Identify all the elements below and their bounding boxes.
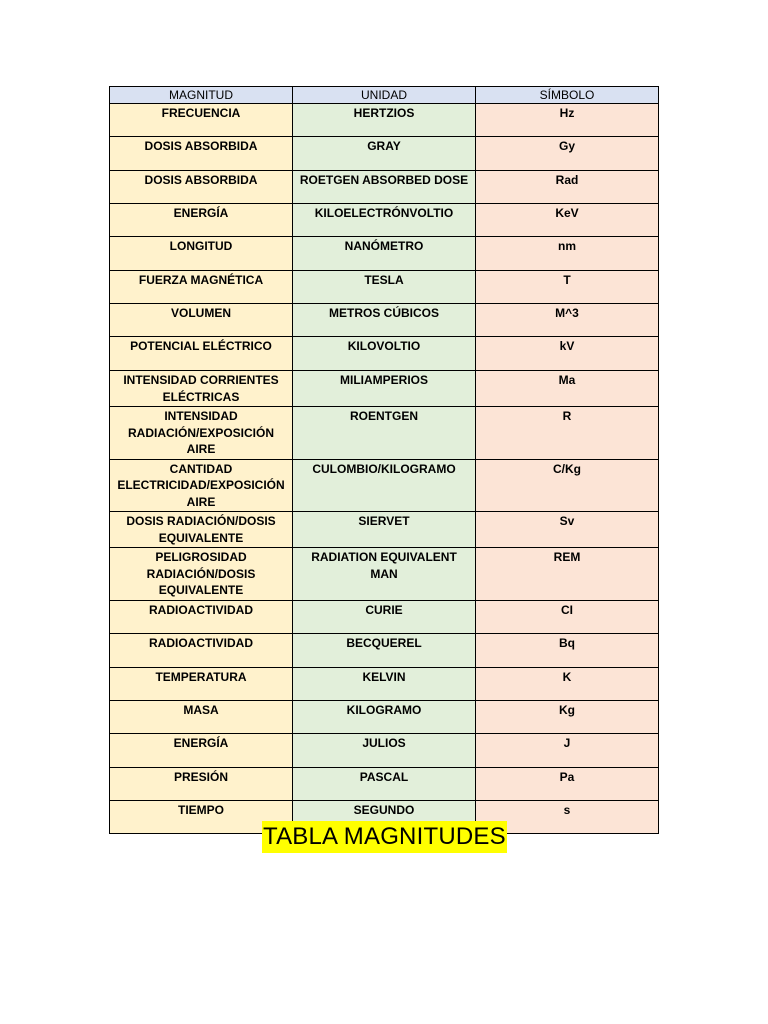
magnitudes-table-container bbox=[109, 86, 658, 834]
header-magnitud: MAGNITUD bbox=[110, 87, 293, 104]
cell-magnitud: PELIGROSIDAD RADIACIÓN/DOSIS EQUIVALENTE bbox=[110, 548, 293, 601]
cell-simbolo: C/Kg bbox=[476, 459, 659, 512]
table-body bbox=[110, 104, 659, 834]
magnitudes-table bbox=[109, 86, 659, 834]
cell-simbolo: REM bbox=[476, 548, 659, 601]
cell-unidad: KILOGRAMO bbox=[293, 700, 476, 733]
cell-magnitud: CANTIDAD ELECTRICIDAD/EXPOSICIÓN AIRE bbox=[110, 459, 293, 512]
cell-simbolo: R bbox=[476, 407, 659, 460]
cell-unidad: SIERVET bbox=[293, 512, 476, 548]
cell-simbolo: Sv bbox=[476, 512, 659, 548]
cell-simbolo: kV bbox=[476, 337, 659, 371]
cell-magnitud: LONGITUD bbox=[110, 237, 293, 271]
cell-unidad: NANÓMETRO bbox=[293, 237, 476, 271]
table-row bbox=[110, 407, 659, 460]
table-row bbox=[110, 633, 659, 667]
cell-magnitud: ENERGÍA bbox=[110, 204, 293, 237]
cell-magnitud: DOSIS RADIACIÓN/DOSIS EQUIVALENTE bbox=[110, 512, 293, 548]
cell-unidad: RADIATION EQUIVALENT MAN bbox=[293, 548, 476, 601]
cell-unidad: CULOMBIO/KILOGRAMO bbox=[293, 459, 476, 512]
cell-simbolo: Pa bbox=[476, 767, 659, 800]
cell-magnitud: INTENSIDAD RADIACIÓN/EXPOSICIÓN AIRE bbox=[110, 407, 293, 460]
cell-unidad: SEGUNDO bbox=[293, 800, 476, 833]
cell-unidad: JULIOS bbox=[293, 733, 476, 767]
cell-unidad: BECQUEREL bbox=[293, 633, 476, 667]
cell-simbolo: Rad bbox=[476, 171, 659, 204]
cell-unidad: KELVIN bbox=[293, 667, 476, 700]
cell-simbolo: M^3 bbox=[476, 304, 659, 337]
cell-unidad: CURIE bbox=[293, 600, 476, 633]
cell-simbolo: Hz bbox=[476, 104, 659, 137]
table-row bbox=[110, 548, 659, 601]
cell-unidad: TESLA bbox=[293, 271, 476, 304]
table-row bbox=[110, 700, 659, 733]
cell-magnitud: RADIOACTIVIDAD bbox=[110, 600, 293, 633]
cell-magnitud: FRECUENCIA bbox=[110, 104, 293, 137]
header-unidad: UNIDAD bbox=[293, 87, 476, 104]
cell-unidad: KILOVOLTIO bbox=[293, 337, 476, 371]
cell-simbolo: Gy bbox=[476, 137, 659, 171]
cell-simbolo: KeV bbox=[476, 204, 659, 237]
cell-unidad: ROENTGEN bbox=[293, 407, 476, 460]
table-row bbox=[110, 512, 659, 548]
cell-magnitud: ENERGÍA bbox=[110, 733, 293, 767]
cell-simbolo: s bbox=[476, 800, 659, 833]
table-row bbox=[110, 271, 659, 304]
table-row bbox=[110, 104, 659, 137]
cell-simbolo: T bbox=[476, 271, 659, 304]
cell-magnitud: INTENSIDAD CORRIENTES ELÉCTRICAS bbox=[110, 371, 293, 407]
cell-unidad: ROETGEN ABSORBED DOSE bbox=[293, 171, 476, 204]
table-header-row bbox=[110, 87, 659, 104]
cell-magnitud: TIEMPO bbox=[110, 800, 293, 833]
cell-simbolo: K bbox=[476, 667, 659, 700]
cell-simbolo: CI bbox=[476, 600, 659, 633]
cell-simbolo: Kg bbox=[476, 700, 659, 733]
table-row bbox=[110, 600, 659, 633]
cell-magnitud: DOSIS ABSORBIDA bbox=[110, 137, 293, 171]
cell-unidad: PASCAL bbox=[293, 767, 476, 800]
cell-unidad: KILOELECTRÓNVOLTIO bbox=[293, 204, 476, 237]
cell-magnitud: DOSIS ABSORBIDA bbox=[110, 171, 293, 204]
table-row bbox=[110, 237, 659, 271]
table-row bbox=[110, 667, 659, 700]
table-row bbox=[110, 337, 659, 371]
cell-simbolo: nm bbox=[476, 237, 659, 271]
cell-magnitud: PRESIÓN bbox=[110, 767, 293, 800]
cell-unidad: GRAY bbox=[293, 137, 476, 171]
table-row bbox=[110, 371, 659, 407]
header-simbolo: SÍMBOLO bbox=[476, 87, 659, 104]
table-row bbox=[110, 204, 659, 237]
cell-simbolo: J bbox=[476, 733, 659, 767]
cell-magnitud: MASA bbox=[110, 700, 293, 733]
table-row bbox=[110, 459, 659, 512]
table-row bbox=[110, 171, 659, 204]
cell-magnitud: VOLUMEN bbox=[110, 304, 293, 337]
cell-unidad: METROS CÚBICOS bbox=[293, 304, 476, 337]
table-row bbox=[110, 137, 659, 171]
table-row bbox=[110, 304, 659, 337]
cell-simbolo: Bq bbox=[476, 633, 659, 667]
table-row bbox=[110, 733, 659, 767]
cell-magnitud: POTENCIAL ELÉCTRICO bbox=[110, 337, 293, 371]
cell-unidad: MILIAMPERIOS bbox=[293, 371, 476, 407]
cell-magnitud: RADIOACTIVIDAD bbox=[110, 633, 293, 667]
table-row bbox=[110, 767, 659, 800]
cell-simbolo: Ma bbox=[476, 371, 659, 407]
cell-magnitud: TEMPERATURA bbox=[110, 667, 293, 700]
cell-magnitud: FUERZA MAGNÉTICA bbox=[110, 271, 293, 304]
table-caption: TABLA MAGNITUDES bbox=[262, 821, 507, 853]
cell-unidad: HERTZIOS bbox=[293, 104, 476, 137]
